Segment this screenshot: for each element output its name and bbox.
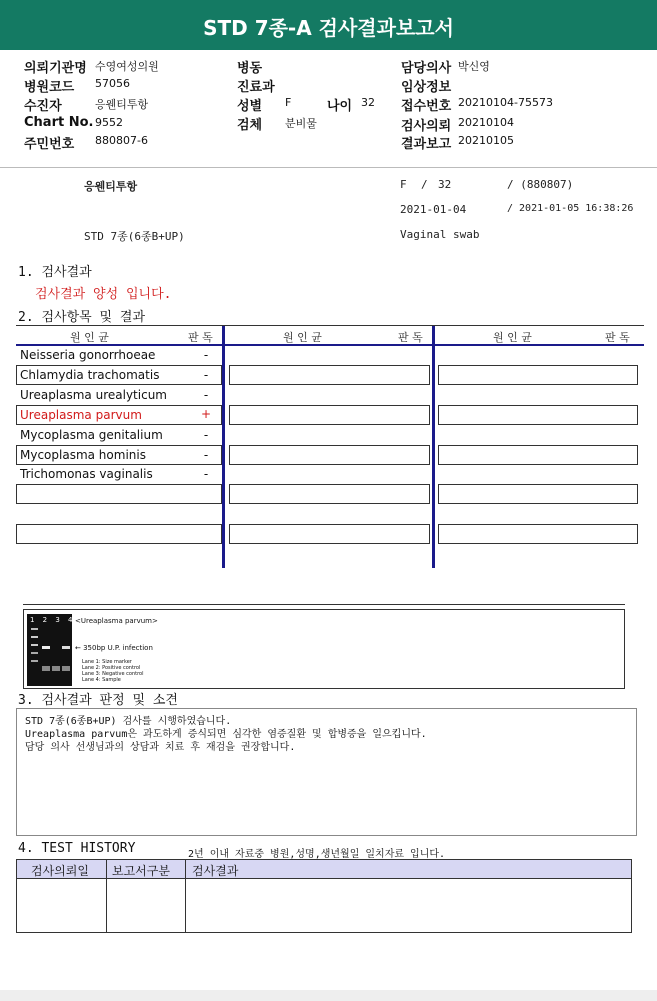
organism-mycoplasma-genitalium: Mycoplasma genitalium	[20, 428, 163, 442]
value-doctor: 박신영	[458, 60, 490, 73]
section-4-heading: 4. TEST HISTORY	[18, 841, 136, 856]
summary-separator: /	[421, 178, 428, 191]
gel-band-label: ← 350bp U.P. infection	[75, 644, 153, 652]
header-result-3: 판 독	[605, 331, 630, 344]
page-bottom-band	[0, 990, 657, 1001]
summary-test-name: STD 7종(6종B+UP)	[84, 230, 185, 243]
summary-sex: F	[400, 178, 407, 191]
label-request-date: 검사의뢰	[401, 119, 452, 134]
opinion-line-1: STD 7종(6종B+UP) 검사를 시행하였습니다.	[25, 716, 232, 727]
gel-electrophoresis-image	[27, 614, 72, 686]
label-ward: 병동	[237, 61, 263, 76]
history-col-divider-1	[106, 860, 107, 933]
gel-bands-graphic	[27, 614, 72, 686]
value-requesting-clinic: 수영여성의원	[95, 60, 159, 73]
value-request-date: 20210104	[458, 116, 514, 129]
label-chart-no: Chart No.	[24, 115, 94, 130]
organism-ureaplasma-urealyticum: Ureaplasma urealyticum	[20, 388, 167, 402]
history-table-header	[17, 860, 631, 879]
gel-lane-numbers: 1 2 3 4	[30, 616, 76, 624]
section-1-heading: 1. 검사결과	[18, 265, 92, 280]
header-result-2: 판 독	[398, 331, 423, 344]
gel-legend-lane4: Lane 4: Sample	[82, 677, 121, 683]
table-row	[229, 484, 430, 504]
summary-report-datetime: / 2021-01-05 16:38:26	[507, 203, 634, 214]
label-age: 나이	[327, 99, 353, 114]
opinion-line-3: 담당 의사 선생님과의 상담과 치료 후 재검을 권장합니다.	[25, 742, 296, 753]
header-result-1: 판 독	[188, 331, 213, 344]
summary-patient-name: 응웬티투항	[84, 180, 138, 193]
gel-legend-lane3: Lane 3: Negative control	[82, 671, 144, 677]
table-row	[16, 484, 222, 504]
table-row	[438, 405, 638, 425]
label-sex: 성별	[237, 99, 263, 114]
result-trichomonas-vaginalis: -	[203, 467, 209, 481]
table-row	[438, 524, 638, 544]
history-col-divider-2	[185, 860, 186, 933]
value-hospital-code: 57056	[95, 77, 130, 90]
gel-title: <Ureaplasma parvum>	[75, 617, 158, 625]
report-title: STD 7종-A 검사결과보고서	[0, 0, 657, 50]
label-specimen: 검체	[237, 118, 263, 133]
table-header-rule	[16, 344, 644, 346]
result-ureaplasma-urealyticum: -	[203, 388, 209, 402]
value-receipt-no: 20210104-75573	[458, 96, 553, 109]
value-chart-no: 9552	[95, 116, 123, 129]
history-note: 2년 이내 자료중 병원,성명,생년월일 일치자료 입니다.	[188, 849, 446, 860]
result-chlamydia-trachomatis: -	[203, 368, 209, 382]
label-report-date: 결과보고	[401, 137, 452, 152]
table-top-rule	[16, 325, 644, 326]
value-age: 32	[361, 96, 375, 109]
table-row	[229, 524, 430, 544]
result-mycoplasma-hominis: -	[203, 448, 209, 462]
table-row	[229, 365, 430, 385]
table-row	[229, 445, 430, 465]
header-organism-3: 원 인 균	[493, 331, 532, 344]
organism-mycoplasma-hominis: Mycoplasma hominis	[20, 448, 146, 462]
history-col-report-type: 보고서구분	[112, 864, 170, 878]
organism-chlamydia-trachomatis: Chlamydia trachomatis	[20, 368, 160, 382]
value-specimen: 분비물	[285, 117, 317, 130]
summary-request-date: 2021-01-04	[400, 203, 467, 216]
label-hospital-code: 병원코드	[24, 80, 75, 95]
value-report-date: 20210105	[458, 134, 514, 147]
table-row	[438, 484, 638, 504]
header-organism-2: 원 인 균	[283, 331, 322, 344]
summary-age: 32	[438, 178, 452, 191]
section-3-heading: 3. 검사결과 판정 및 소견	[18, 693, 178, 708]
value-sex: F	[285, 96, 292, 109]
summary-dob: / (880807)	[507, 178, 574, 191]
label-doctor: 담당의사	[401, 61, 452, 76]
summary-specimen: Vaginal swab	[400, 228, 480, 241]
label-department: 진료과	[237, 80, 275, 95]
column-divider-1	[222, 326, 225, 568]
opinion-box	[16, 708, 637, 836]
label-patient: 수진자	[24, 99, 62, 114]
gel-legend-lane2: Lane 2: Positive control	[82, 665, 141, 671]
label-receipt-no: 접수번호	[401, 99, 452, 114]
value-resident-no: 880807-6	[95, 134, 148, 147]
table-row	[229, 405, 430, 425]
opinion-line-2: Ureaplasma parvum은 과도하게 증식되면 심각한 염증질환 및 합병증을 일으킵니다.	[25, 729, 427, 740]
table-row	[16, 524, 222, 544]
header-organism-1: 원 인 균	[70, 331, 109, 344]
result-summary-positive: 검사결과 양성 입니다.	[35, 287, 172, 302]
section-2-heading: 2. 검사항목 및 결과	[18, 310, 146, 325]
organism-neisseria-gonorrhoeae: Neisseria gonorrhoeae	[20, 348, 156, 362]
result-mycoplasma-genitalium: -	[203, 428, 209, 442]
result-neisseria-gonorrhoeae: -	[203, 348, 209, 362]
result-ureaplasma-parvum: +	[200, 407, 212, 421]
label-resident-no: 주민번호	[24, 137, 75, 152]
organism-trichomonas-vaginalis: Trichomonas vaginalis	[20, 467, 153, 481]
history-col-result: 검사결과	[192, 864, 239, 878]
gel-top-rule	[23, 604, 625, 605]
table-row	[438, 365, 638, 385]
label-requesting-clinic: 의뢰기관명	[24, 61, 87, 76]
history-col-request-date: 검사의뢰일	[31, 864, 89, 878]
table-row	[438, 445, 638, 465]
value-patient: 응웬티투항	[95, 98, 149, 111]
column-divider-2	[432, 326, 435, 568]
gel-legend-lane1: Lane 1: Size marker	[82, 659, 132, 665]
organism-ureaplasma-parvum: Ureaplasma parvum	[20, 408, 142, 422]
label-clinical-info: 임상정보	[401, 80, 452, 95]
